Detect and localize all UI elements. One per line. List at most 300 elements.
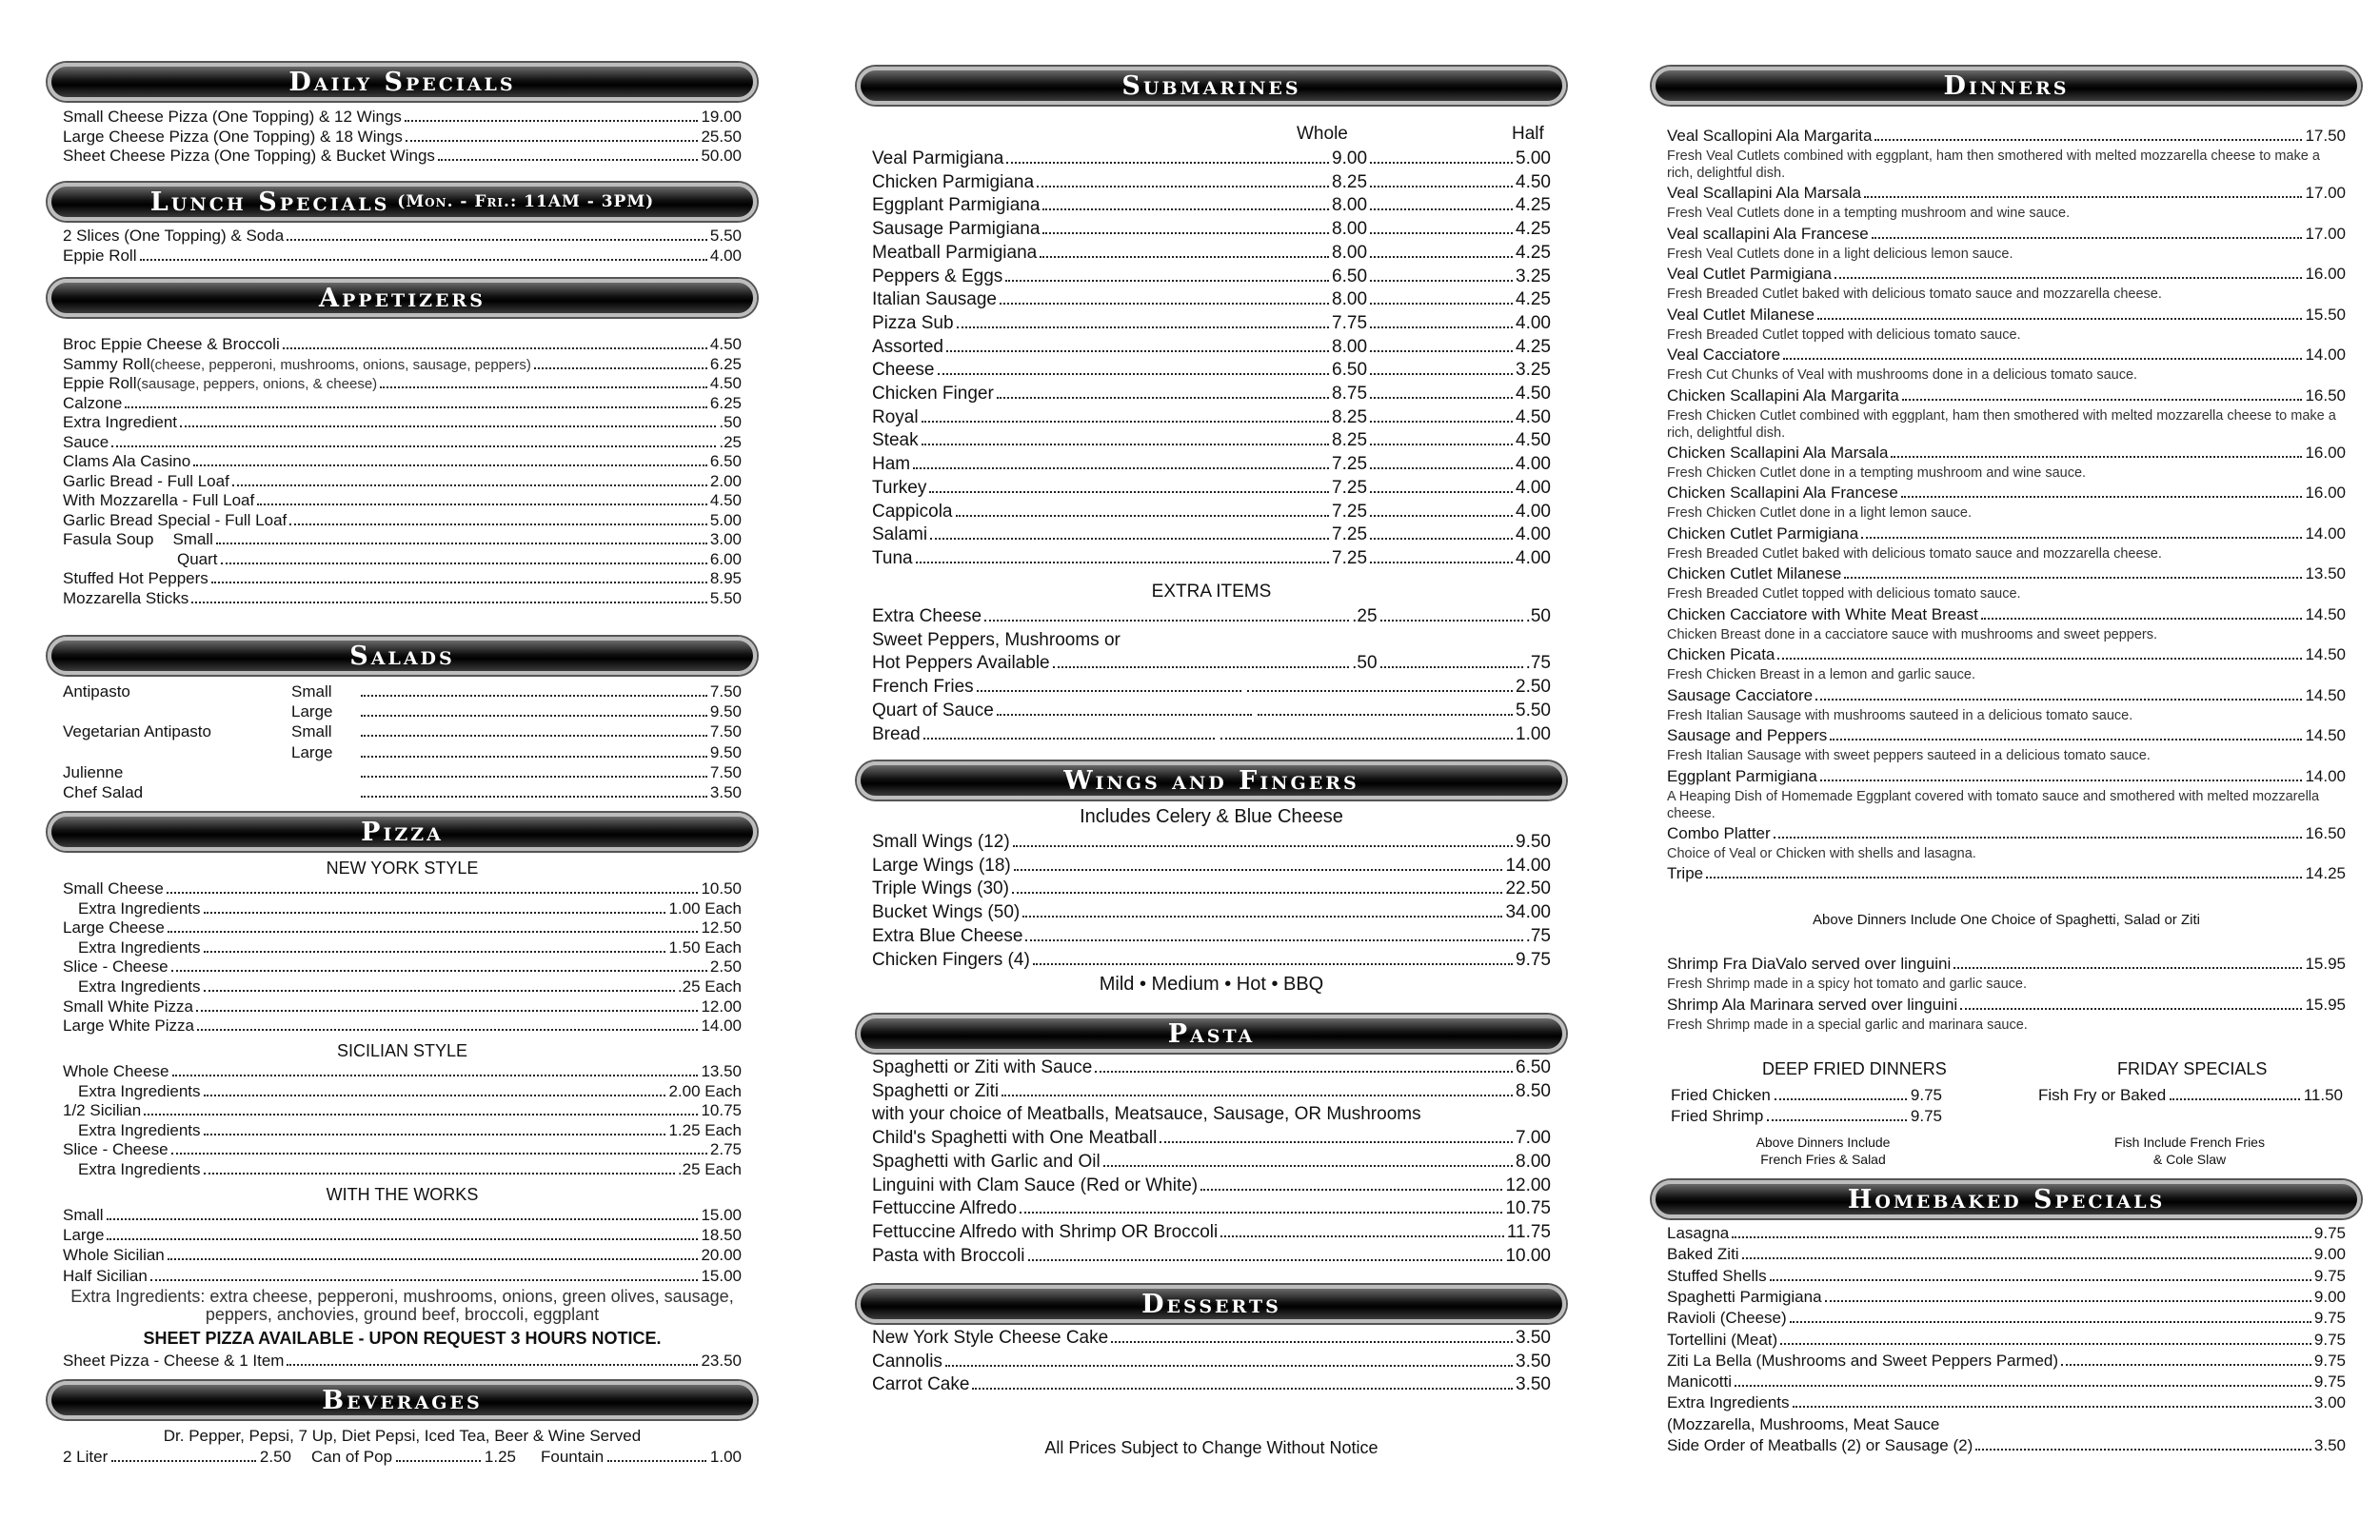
item-price: 8.95 (709, 569, 742, 587)
item-name: Fettuccine Alfredo (872, 1198, 1018, 1219)
dot-leader (1370, 326, 1513, 328)
item-price: 14.50 (2305, 645, 2346, 663)
whole-price: 8.25 (1332, 406, 1368, 427)
item-name: Extra Ingredient (63, 413, 178, 431)
item-price: 14.00 (2305, 523, 2346, 543)
item-name: Spaghetti Parmigiana (1667, 1287, 1822, 1306)
item-name: Hot Peppers Available (872, 653, 1050, 674)
item-name: Veal Parmigiana (872, 148, 1004, 168)
homebaked-title: Homebaked Specials (1847, 1184, 2166, 1214)
dot-leader (216, 543, 707, 544)
dot-leader (406, 140, 699, 142)
dot-leader (361, 715, 707, 717)
menu-item (872, 901, 1551, 924)
dot-leader (107, 1218, 699, 1220)
item-detail: Small (291, 722, 332, 741)
sub-item (872, 312, 1551, 335)
whole-price: 8.00 (1332, 289, 1368, 310)
item-name: Salami (872, 524, 928, 545)
pizza-extra-note-2: peppers, anchovies, ground beef, broccoli, eggplant (205, 1305, 600, 1324)
whole-price: 8.00 (1332, 219, 1368, 240)
item-price: 10.00 (1505, 1245, 1551, 1266)
with-the-works-heading: WITH THE WORKS (326, 1185, 479, 1204)
item-price: 1.25 (484, 1448, 516, 1466)
menu-item (63, 147, 742, 166)
item-price: 3.50 (2313, 1436, 2346, 1454)
item-price: 15.95 (2305, 955, 2346, 973)
sheet-pizza-note: SHEET PIZZA AVAILABLE - UPON REQUEST 3 HOURS NOTICE. (143, 1329, 662, 1348)
sub-item (872, 171, 1551, 194)
item-name: Eppie Roll (63, 374, 137, 392)
dot-leader (1042, 208, 1329, 210)
item-price: .25 Each (677, 977, 742, 996)
pizza-banner (48, 813, 757, 851)
sub-item (872, 148, 1551, 170)
dot-leader (171, 970, 707, 972)
item-name: Fasula Soup (63, 530, 154, 548)
half-column-header: Half (1512, 124, 1544, 144)
dot-leader (191, 602, 707, 603)
menu-item (63, 783, 742, 802)
sub-item (872, 700, 1551, 722)
menu-item (63, 1246, 742, 1265)
whole-price: 8.25 (1332, 430, 1368, 451)
dot-leader (977, 690, 1242, 692)
item-name: Fried Shrimp (1671, 1107, 1764, 1125)
menu-item (872, 1056, 1551, 1079)
dinner-item (1667, 524, 2346, 543)
menu-item (872, 1151, 1551, 1174)
salads-title: Salads (349, 641, 455, 671)
dot-leader (1975, 1449, 2311, 1451)
menu-item (63, 1082, 742, 1101)
menu-item (63, 452, 742, 471)
item-name: Extra Ingredients (78, 898, 201, 918)
dot-leader (1902, 399, 2303, 401)
menu-item (63, 247, 742, 266)
item-name: Meatball Parmigiana (872, 242, 1038, 263)
item-description: Fresh Breaded Cutlet topped with delicious tomato sauce. (1667, 586, 2021, 602)
item-description: Fresh Chicken Cutlet done in a light lemon sauce. (1667, 505, 1972, 521)
item-price: 18.50 (701, 1226, 742, 1245)
half-price: 4.00 (1516, 547, 1551, 568)
item-name: Veal Cacciatore (1667, 346, 1781, 364)
dot-leader (534, 367, 707, 369)
whole-price: 7.75 (1332, 312, 1368, 333)
beverages-title: Beverages (322, 1385, 483, 1415)
dot-leader (938, 373, 1330, 375)
menu-item (63, 1017, 742, 1036)
dot-leader (1380, 666, 1523, 668)
dot-leader (1380, 620, 1523, 622)
item-price: 25.50 (701, 127, 742, 146)
item-name: New York Style Cheese Cake (872, 1328, 1109, 1348)
item-detail: Small (172, 530, 213, 548)
dot-leader (1012, 892, 1503, 894)
item-price: 16.00 (2305, 265, 2346, 283)
item-price: 9.50 (709, 702, 742, 721)
item-name: Cheese (872, 360, 935, 381)
item-name: Sausage Cacciatore (1667, 685, 1814, 704)
item-price: 3.50 (1516, 1328, 1551, 1348)
item-price: 2.50 (259, 1448, 291, 1466)
item-price: 4.00 (709, 246, 742, 265)
item-name: Clams Ala Casino (63, 452, 191, 470)
item-name: Cannolis (872, 1351, 942, 1372)
item-price: 16.50 (2305, 385, 2346, 405)
dinner-item (1667, 645, 2346, 664)
item-price: 8.50 (1516, 1080, 1551, 1101)
dot-leader (438, 159, 699, 161)
item-price: 14.00 (701, 1017, 742, 1036)
item-name: Sheet Pizza - Cheese & 1 Item (63, 1352, 285, 1370)
item-price: 4.50 (709, 335, 742, 353)
dot-leader (1370, 562, 1513, 563)
item-price: 9.00 (2313, 1245, 2346, 1264)
dinner-item (1667, 726, 2346, 745)
dot-leader (204, 1095, 666, 1096)
dot-leader (361, 796, 707, 798)
sicilian-style-heading: SICILIAN STYLE (336, 1041, 468, 1060)
item-name: Italian Sausage (872, 289, 997, 310)
dot-leader (1370, 397, 1513, 399)
dot-leader (922, 444, 1329, 445)
dot-leader (1370, 538, 1513, 540)
item-name: Shrimp Fra DiaValo served over linguini (1667, 955, 1952, 973)
dot-leader (1370, 186, 1513, 188)
menu-item (63, 1206, 742, 1225)
lunch-specials-hours: (Mon. - Fri.: 11AM - 3PM) (397, 192, 655, 211)
item-name: Manicotti (1667, 1372, 1733, 1392)
dot-leader (172, 1075, 699, 1076)
half-price: 4.25 (1516, 336, 1551, 357)
menu-item (1667, 1245, 2346, 1264)
item-name: Garlic Bread - Full Loaf (63, 471, 229, 490)
item-name: With Mozzarella - Full Loaf (63, 491, 255, 509)
whole-column-header: Whole (1297, 124, 1348, 144)
sub-item (872, 359, 1551, 382)
item-price: 1.00 Each (668, 898, 742, 918)
dot-leader (1864, 196, 2302, 198)
dot-leader (232, 484, 707, 486)
item-name: Eppie Roll (63, 246, 137, 265)
beverages-note: Dr. Pepper, Pepsi, 7 Up, Diet Pepsi, Iced Tea, Beer & Wine Served (163, 1427, 642, 1445)
item-price: 11.75 (1506, 1221, 1551, 1242)
whole-price: 7.25 (1332, 547, 1368, 568)
item-price: 2.00 (709, 471, 742, 490)
dinner-item (1667, 444, 2346, 463)
dot-leader (211, 582, 707, 583)
item-name: Ziti La Bella (Mushrooms and Sweet Peppers Parmed) (1667, 1351, 2059, 1370)
dot-leader (1835, 277, 2303, 279)
half-price: 4.50 (1516, 171, 1551, 192)
item-name: Sauce (63, 432, 109, 451)
item-price: 14.00 (2305, 766, 2346, 785)
menu-item (1667, 1267, 2346, 1286)
dot-leader (913, 467, 1329, 469)
menu-item (63, 569, 742, 588)
menu-item (63, 335, 742, 354)
dinners-include-note: Above Dinners Include One Choice of Spaghetti, Salad or Ziti (1813, 912, 2200, 928)
dot-leader (1370, 373, 1513, 375)
wings-title: Wings and Fingers (1063, 765, 1359, 796)
item-name: Small Cheese (63, 879, 164, 898)
dot-leader (287, 239, 707, 241)
dot-leader (1160, 1141, 1513, 1143)
item-price: 9.00 (2313, 1287, 2346, 1306)
menu-item (1667, 1288, 2346, 1307)
dot-leader (1960, 1008, 2302, 1010)
sub-item (872, 629, 1551, 652)
dot-leader (257, 503, 707, 505)
item-price: 15.00 (701, 1206, 742, 1224)
item-name: Spaghetti or Ziti with Sauce (872, 1057, 1093, 1077)
item-price: 14.50 (2305, 726, 2346, 744)
menu-item (63, 374, 742, 394)
item-price: 16.00 (2305, 443, 2346, 462)
menu-item (872, 1127, 1551, 1150)
pizza-title: Pizza (361, 817, 444, 847)
item-name: Sammy Roll (63, 354, 150, 373)
dot-leader (916, 562, 1329, 563)
dot-leader (2061, 1364, 2311, 1366)
item-name: Spaghetti with Garlic and Oil (872, 1151, 1101, 1172)
pizza-extra-note-1: Extra Ingredients: extra cheese, pepperoni, mushrooms, onions, green olives, sausage, (70, 1287, 734, 1306)
menu-item (63, 355, 742, 375)
beverage-can-of-pop (311, 1448, 516, 1467)
half-price: 4.25 (1516, 242, 1551, 263)
item-price: 9.50 (709, 742, 742, 761)
menu-item (63, 1121, 742, 1140)
menu-item (63, 530, 742, 549)
item-name: Half Sicilian (63, 1266, 148, 1285)
dot-leader (1053, 666, 1350, 668)
item-price: 7.50 (709, 682, 742, 701)
fried-shrimp-item (1671, 1107, 1942, 1126)
dinner-item (1667, 686, 2346, 705)
item-price: 17.00 (2305, 184, 2346, 202)
sub-item (872, 288, 1551, 311)
whole-price: 8.75 (1332, 384, 1368, 404)
item-name: Quart of Sauce (872, 700, 994, 721)
item-price: 9.75 (2313, 1330, 2346, 1349)
half-price: 4.50 (1516, 406, 1551, 427)
item-name: Broc Eppie Cheese & Broccoli (63, 335, 280, 353)
item-price: 8.00 (1516, 1151, 1551, 1172)
item-price: 1.25 Each (668, 1120, 742, 1139)
item-name: Slice - Cheese (63, 958, 169, 977)
dot-leader (361, 756, 707, 758)
item-price: 7.50 (709, 762, 742, 781)
dot-leader (283, 347, 707, 349)
submarines-banner (857, 67, 1566, 105)
item-price: 3.00 (2313, 1393, 2346, 1412)
menu-item (1667, 1372, 2346, 1392)
whole-price: 8.25 (1332, 171, 1368, 192)
dot-leader (1042, 232, 1329, 234)
menu-item (1667, 1309, 2346, 1328)
dot-leader (1844, 577, 2302, 579)
menu-item (63, 394, 742, 413)
dinner-item (1667, 864, 2346, 883)
dot-leader (289, 523, 707, 525)
item-price: 3.50 (709, 783, 742, 801)
dot-leader (1793, 1406, 2311, 1408)
dinner-item (1667, 386, 2346, 405)
item-price: 2.75 (709, 1140, 742, 1159)
dot-leader (204, 990, 675, 992)
half-price: .75 (1525, 653, 1551, 674)
half-price: 4.00 (1516, 501, 1551, 522)
dinner-item (1667, 767, 2346, 786)
item-price: .75 (1525, 925, 1551, 946)
whole-price: 7.25 (1332, 524, 1368, 545)
item-name: Chicken Scallapini Ala Francese (1667, 484, 1898, 502)
daily-specials-banner (48, 63, 757, 101)
pasta-banner (857, 1015, 1566, 1053)
menu-item (872, 1197, 1551, 1220)
item-name: Chicken Fingers (4) (872, 949, 1030, 970)
item-name: Extra Ingredients (78, 1160, 201, 1178)
dot-leader (168, 931, 699, 933)
dinner-item (1667, 265, 2346, 284)
dot-leader (922, 421, 1329, 423)
extra-items-heading: EXTRA ITEMS (1151, 582, 1272, 602)
dot-leader (1370, 162, 1513, 164)
item-name: Pasta with Broccoli (872, 1245, 1025, 1266)
dot-leader (1742, 1257, 2311, 1259)
item-name: Chicken Cutlet Milanese (1667, 564, 1842, 582)
item-detail: Quart (177, 549, 218, 568)
item-price: 9.75 (2313, 1224, 2346, 1242)
sub-item (872, 266, 1551, 288)
sub-item (872, 242, 1551, 265)
menu-item (63, 918, 742, 938)
item-price: 4.50 (709, 374, 742, 392)
item-price: 7.50 (709, 722, 742, 741)
menu-item (63, 511, 742, 530)
sub-item (872, 429, 1551, 452)
item-price: 34.00 (1505, 902, 1551, 923)
item-name: Small Wings (12) (872, 832, 1010, 852)
item-price: 9.50 (1516, 832, 1551, 852)
menu-item (63, 1140, 742, 1159)
item-name: Vegetarian Antipasto (63, 722, 211, 741)
menu-item (63, 472, 742, 491)
item-price: 10.75 (1505, 1198, 1551, 1219)
deep-fried-note (1718, 1134, 1928, 1168)
item-name: Chicken Cacciatore with White Meat Breast (1667, 604, 1978, 623)
menu-item (63, 491, 742, 510)
deep-fried-heading: DEEP FRIED DINNERS (1762, 1059, 1947, 1078)
dot-leader (1005, 280, 1329, 282)
item-price: .50 (719, 413, 742, 431)
item-price: 15.00 (701, 1266, 742, 1285)
menu-item (63, 899, 742, 918)
item-name: Chicken Parmigiana (872, 171, 1035, 192)
item-price: 9.75 (1910, 1086, 1942, 1104)
whole-price: .25 (1352, 606, 1378, 626)
dinners-title: Dinners (1943, 70, 2070, 101)
dot-leader (1370, 444, 1513, 445)
dot-leader (984, 620, 1349, 622)
item-price: 16.50 (2305, 823, 2346, 842)
dot-leader (1783, 358, 2302, 360)
menu-item (872, 1080, 1551, 1103)
half-price: 3.25 (1516, 266, 1551, 286)
menu-item (1667, 1393, 2346, 1412)
wings-note: Includes Celery & Blue Cheese (1080, 806, 1343, 827)
item-name: Extra Ingredients (78, 938, 201, 957)
half-price: 5.00 (1516, 148, 1551, 168)
half-price: 2.50 (1516, 677, 1551, 698)
item-name: Eggplant Parmigiana (1667, 766, 1817, 785)
item-name: Carrot Cake (872, 1374, 970, 1395)
sub-item (872, 383, 1551, 405)
item-name: Bucket Wings (50) (872, 902, 1021, 923)
item-price: 3.50 (1516, 1374, 1551, 1395)
item-name: Large Cheese (63, 918, 165, 938)
item-name: Whole Cheese (63, 1062, 169, 1080)
item-description: Choice of Veal or Chicken with shells and lasagna. (1667, 845, 1976, 861)
half-price: 4.25 (1516, 289, 1551, 310)
item-price: 14.00 (2305, 346, 2346, 364)
dot-leader (1037, 186, 1329, 188)
desserts-title: Desserts (1141, 1289, 1281, 1319)
whole-price: 7.25 (1332, 477, 1368, 498)
item-name: Large (63, 1226, 105, 1245)
item-name: French Fries (872, 677, 974, 698)
item-price: 12.50 (701, 918, 742, 938)
item-price: 5.50 (709, 588, 742, 607)
dot-leader (1247, 690, 1513, 692)
item-name: Fettuccine Alfredo with Shrimp OR Broccoli (872, 1221, 1219, 1242)
menu-item (872, 1103, 1551, 1126)
fish-fry-item (2038, 1086, 2343, 1105)
menu-item (872, 1373, 1551, 1396)
item-price: 17.00 (2305, 224, 2346, 243)
dot-leader (221, 563, 707, 564)
item-name: 1/2 Sicilian (63, 1101, 142, 1120)
item-price: 10.75 (701, 1101, 742, 1120)
item-price: 50.00 (701, 147, 742, 165)
dot-leader (361, 695, 707, 697)
item-name: Sweet Peppers, Mushrooms or (872, 629, 1121, 650)
item-price: 23.50 (701, 1352, 742, 1370)
dot-leader (140, 259, 707, 261)
ny-style-heading: NEW YORK STYLE (326, 859, 479, 878)
item-price: 13.50 (2305, 564, 2346, 582)
item-price: 9.75 (1910, 1107, 1942, 1125)
item-price: 9.75 (1516, 949, 1551, 970)
dot-leader (1002, 1095, 1513, 1096)
item-name: Linguini with Clam Sauce (Red or White) (872, 1175, 1199, 1195)
item-description: Fresh Veal Cutlets done in a light delicious lemon sauce. (1667, 246, 2013, 262)
dot-leader (1258, 714, 1513, 716)
item-name: (Mozzarella, Mushrooms, Meat Sauce (1667, 1414, 1940, 1433)
item-description: Fresh Cut Chunks of Veal with mushrooms done in a delicious tomato sauce. (1667, 367, 2138, 383)
item-price: 15.50 (2305, 305, 2346, 324)
item-name: Spaghetti or Ziti (872, 1080, 1000, 1101)
item-name: Large Wings (18) (872, 855, 1011, 876)
menu-item (1667, 1352, 2346, 1371)
menu-item (63, 589, 742, 608)
dot-leader (1891, 456, 2302, 458)
item-name: Steak (872, 430, 919, 451)
item-detail: (sausage, peppers, onions, & cheese) (136, 376, 378, 392)
item-name: Baked Ziti (1667, 1245, 1739, 1264)
menu-item (63, 977, 742, 997)
